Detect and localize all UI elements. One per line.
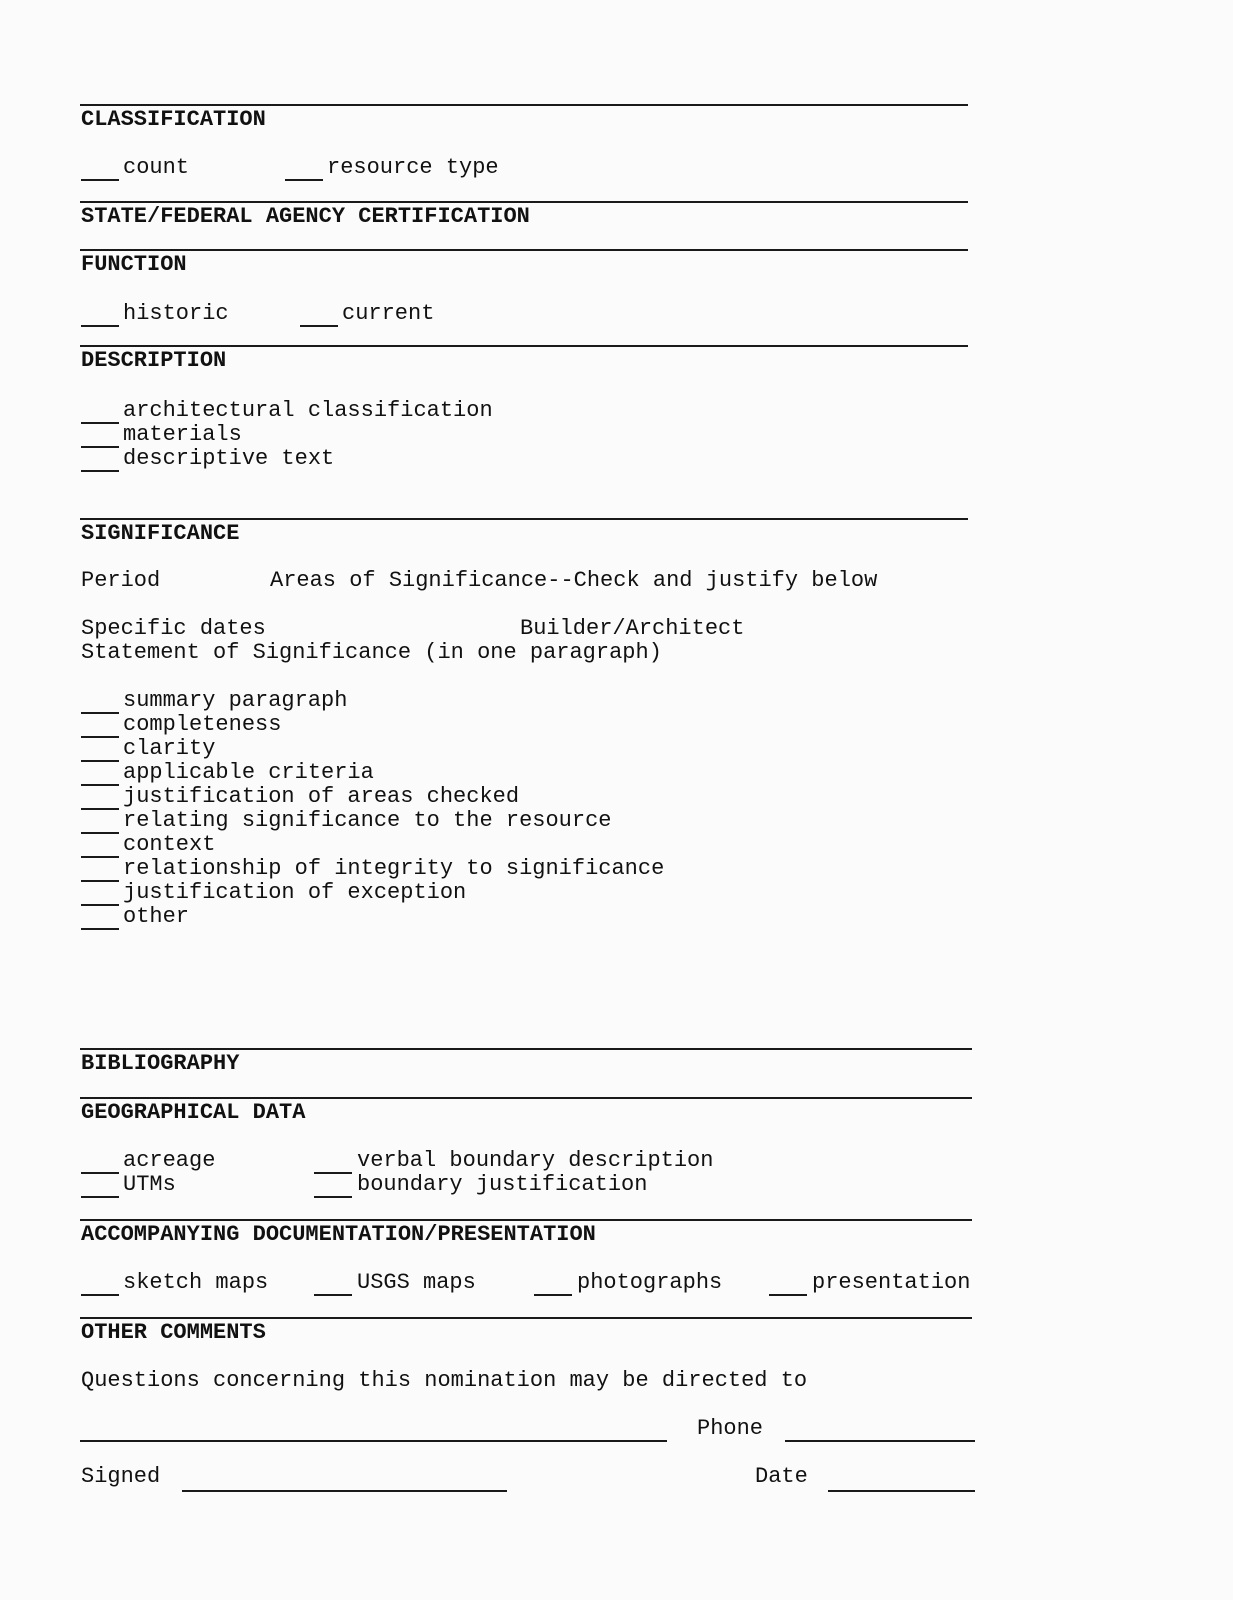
current-checkbox[interactable] — [300, 325, 338, 327]
questions-text: Questions concerning this nomination may be directed to — [81, 1368, 808, 1393]
descriptive-text-label: descriptive text — [123, 446, 335, 471]
context-label: context — [123, 832, 216, 857]
architectural-classification-label: architectural classification — [123, 398, 493, 423]
date-field[interactable] — [828, 1490, 975, 1492]
count-checkbox[interactable] — [81, 179, 119, 181]
materials-label: materials — [123, 422, 242, 447]
justification-of-exception-checkbox[interactable] — [81, 904, 119, 906]
context-checkbox[interactable] — [81, 856, 119, 858]
photographs-checkbox[interactable] — [534, 1294, 572, 1296]
completeness-label: completeness — [123, 712, 282, 737]
presentation-label: presentation — [812, 1270, 971, 1295]
sketch-maps-checkbox[interactable] — [81, 1294, 119, 1296]
clarity-checkbox[interactable] — [81, 760, 119, 762]
photographs-label: photographs — [577, 1270, 723, 1295]
verbal-boundary-label: verbal boundary description — [357, 1148, 714, 1173]
section-rule — [80, 201, 968, 203]
materials-checkbox[interactable] — [81, 446, 119, 448]
completeness-checkbox[interactable] — [81, 736, 119, 738]
verbal-boundary-checkbox[interactable] — [314, 1172, 352, 1174]
geographical-data-heading: GEOGRAPHICAL DATA — [81, 1100, 306, 1125]
boundary-justification-checkbox[interactable] — [314, 1196, 352, 1198]
description-heading: DESCRIPTION — [81, 348, 227, 373]
contact-name-field[interactable] — [80, 1440, 667, 1442]
utms-label: UTMs — [123, 1172, 176, 1197]
historic-checkbox[interactable] — [81, 325, 119, 327]
signature-field[interactable] — [182, 1490, 507, 1492]
justification-of-areas-label: justification of areas checked — [123, 784, 520, 809]
bibliography-heading: BIBLIOGRAPHY — [81, 1051, 240, 1076]
summary-paragraph-checkbox[interactable] — [81, 712, 119, 714]
period-label: Period — [81, 568, 161, 593]
section-rule — [80, 345, 968, 347]
architectural-classification-checkbox[interactable] — [81, 422, 119, 424]
phone-label: Phone — [697, 1416, 764, 1441]
acreage-label: acreage — [123, 1148, 216, 1173]
builder-architect-label: Builder/Architect — [520, 616, 745, 641]
descriptive-text-checkbox[interactable] — [81, 470, 119, 472]
significance-heading: SIGNIFICANCE — [81, 521, 240, 546]
signed-label: Signed — [81, 1464, 161, 1489]
sketch-maps-label: sketch maps — [123, 1270, 269, 1295]
other-label: other — [123, 904, 190, 929]
section-rule — [80, 249, 968, 251]
section-rule — [80, 1219, 972, 1221]
boundary-justification-label: boundary justification — [357, 1172, 648, 1197]
summary-paragraph-label: summary paragraph — [123, 688, 348, 713]
relationship-of-integrity-label: relationship of integrity to significance — [123, 856, 665, 881]
applicable-criteria-label: applicable criteria — [123, 760, 374, 785]
usgs-maps-checkbox[interactable] — [314, 1294, 352, 1296]
justification-of-exception-label: justification of exception — [123, 880, 467, 905]
usgs-maps-label: USGS maps — [357, 1270, 476, 1295]
resource-type-checkbox[interactable] — [285, 179, 323, 181]
section-rule — [80, 1097, 972, 1099]
date-label: Date — [755, 1464, 808, 1489]
resource-type-label: resource type — [327, 155, 499, 180]
relating-significance-label: relating significance to the resource — [123, 808, 612, 833]
statement-of-significance-label: Statement of Significance (in one paragraph) — [81, 640, 662, 665]
specific-dates-label: Specific dates — [81, 616, 266, 641]
section-rule — [80, 104, 968, 106]
historic-label: historic — [123, 301, 229, 326]
section-rule — [80, 1317, 972, 1319]
clarity-label: clarity — [123, 736, 216, 761]
section-rule — [80, 518, 968, 520]
phone-field[interactable] — [785, 1440, 975, 1442]
utms-checkbox[interactable] — [81, 1196, 119, 1198]
relationship-of-integrity-checkbox[interactable] — [81, 880, 119, 882]
classification-heading: CLASSIFICATION — [81, 107, 266, 132]
current-label: current — [342, 301, 435, 326]
presentation-checkbox[interactable] — [769, 1294, 807, 1296]
acreage-checkbox[interactable] — [81, 1172, 119, 1174]
relating-significance-checkbox[interactable] — [81, 832, 119, 834]
section-rule — [80, 1048, 972, 1050]
documentation-heading: ACCOMPANYING DOCUMENTATION/PRESENTATION — [81, 1222, 596, 1247]
applicable-criteria-checkbox[interactable] — [81, 784, 119, 786]
function-heading: FUNCTION — [81, 252, 187, 277]
count-label: count — [123, 155, 190, 180]
justification-of-areas-checkbox[interactable] — [81, 808, 119, 810]
other-checkbox[interactable] — [81, 928, 119, 930]
areas-of-significance-label: Areas of Significance--Check and justify below — [270, 568, 878, 593]
other-comments-heading: OTHER COMMENTS — [81, 1320, 266, 1345]
certification-heading: STATE/FEDERAL AGENCY CERTIFICATION — [81, 204, 530, 229]
